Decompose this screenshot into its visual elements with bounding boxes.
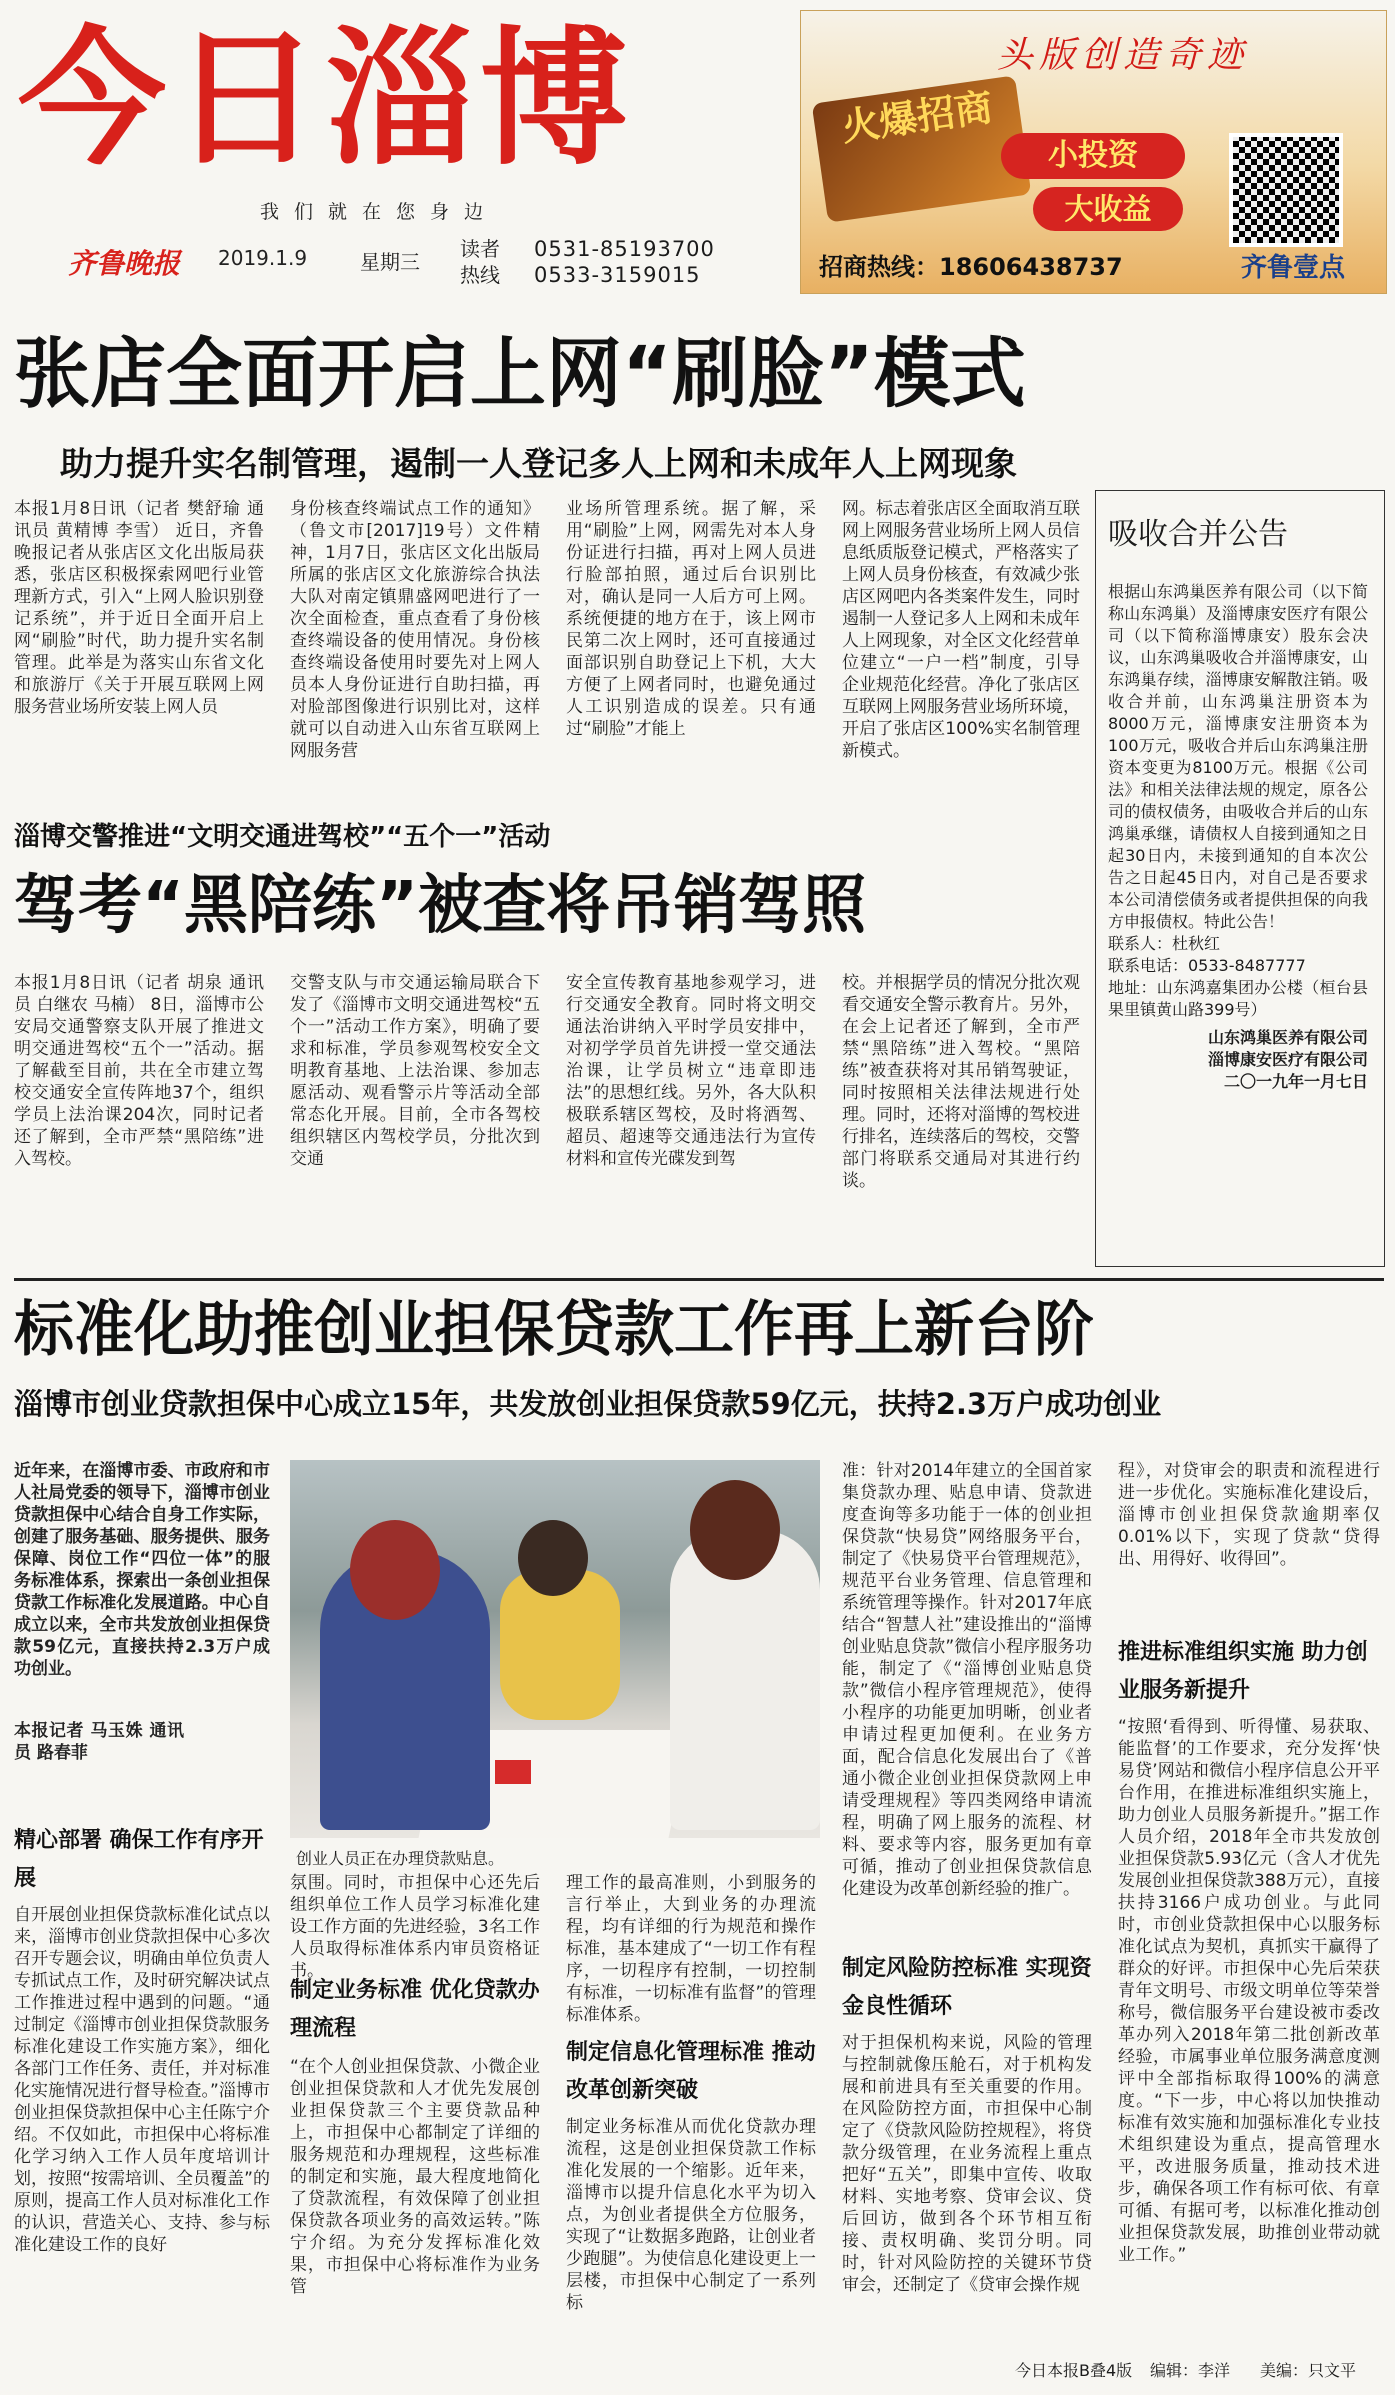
photo-head-left: [350, 1520, 440, 1620]
notice-address: 地址：山东鸿嘉集团办公楼（桓台县果里镇黄山路399号）: [1108, 978, 1368, 1019]
section-divider: [14, 1278, 1384, 1281]
notice-tel: 联系电话：0533-8487777: [1108, 956, 1306, 975]
story3-headline: 标准化助推创业担保贷款工作再上新台阶: [14, 1295, 1094, 1365]
news-photo: [290, 1460, 820, 1838]
merger-notice: [1095, 490, 1385, 1267]
story1-col3: 业场所管理系统。据了解，采用“刷脸”上网，网需先对本人身份证进行扫描，再对上网人员进行脸部拍照，通过后台识别比对，确认是同一人后方可上网。系统便捷的地方在于，该上网市民第二次上网时，还可直接通过面部识别自助登记上下机，大大方便了上网者同时，也避免通过人工识别造成的误差。只有通过“刷脸”才能上: [566, 499, 816, 739]
qr-code-icon: [1229, 133, 1343, 247]
hotline-label: 读者热线: [460, 237, 500, 287]
issue-date: 2019.1.9: [218, 246, 308, 270]
story3-heading-1: 精心部署 确保工作有序开展: [14, 1828, 264, 1891]
story3-col3b: 制定业务标准从而优化贷款办理流程，这是创业担保贷款工作标准化发展的一个缩影。近年来，淄博市以提升信息化水平为切入点，为创业者提供全方位服务，实现了“让数据多跑路，让创业者少跑腿”。为使信息化建设更上一层楼，市担保中心制定了一系列标: [566, 2117, 816, 2313]
hotline-phone-1: 0531-85193700: [534, 237, 715, 261]
photo-head-right: [690, 1480, 780, 1580]
hotline-phone-2: 0533-3159015: [534, 263, 701, 287]
notice-company-1: 山东鸿巢医养有限公司: [1207, 1028, 1368, 1047]
story3-heading-5: 推进标准组织实施 助力创业服务新提升: [1118, 1640, 1368, 1703]
story1-headline: 张店全面开启上网“刷脸”模式: [14, 329, 1026, 418]
photo-head-middle: [518, 1520, 588, 1596]
notice-company-2: 淄博康安医疗有限公司: [1207, 1050, 1368, 1069]
story3-byline: 本报记者 马玉姝 通讯员 路春菲: [14, 1721, 184, 1763]
story3-subheadline: 淄博市创业贷款担保中心成立15年，共发放创业担保贷款59亿元，扶持2.3万户成功创业: [14, 1387, 1162, 1421]
footer-editor: 编辑：李洋: [1150, 2361, 1231, 2380]
story3-col2a: 氛围。同时，市担保中心还先后组织单位工作人员学习标准化建设工作方面的先进经验，3名工作人员取得标准体系内审员资格证书。: [290, 1873, 540, 1981]
hotline-numbers: [534, 236, 715, 288]
story3-heading-4: 制定风险防控标准 实现资金良性循环: [842, 1956, 1092, 2019]
story3-col4a: 准：针对2014年建立的全国首家集贷款办理、贴息申请、贷款进度查询等多功能于一体的创业担保贷款“快易贷”网络服务平台，制定了《快易贷平台管理规范》，规范平台业务管理、信息管理和系统管理等操作。针对2017年底结合“智慧人社”建设推出的“淄博创业贴息贷款”微信小程序服务功能，制定了《“淄博创业贴息贷款”微信小程序管理规范》，使得小程序的功能更加明晰，创业者申请过程更加便利。在业务方面，配合信息化发展出台了《普通小微企业创业担保贷款网上申请受理规程》等四类网络申请流程，明确了网上服务的流程、材料、要求等内容，服务更加有章可循，推动了创业担保贷款信息化建设为改革创新经验的推广。: [842, 1461, 1092, 1899]
story1-col1: 本报1月8日讯（记者 樊舒瑜 通讯员 黄精博 李雪） 近日，齐鲁晚报记者从张店区文化出版局获悉，张店区积极探索网吧行业管理新方式，引入“上网人脸识别登记系统”，并于近日全面开启上网“刷脸”时代，助力提升实名制管理。此举是为落实山东省文化和旅游厅《关于开展互联网上网服务营业场所安装上网人员: [14, 499, 264, 717]
story2-headline: 驾考“黑陪练”被查将吊销驾照: [14, 869, 867, 943]
ad-headline: 头版创造奇迹: [997, 35, 1250, 76]
story3-col5b: “按照‘看得到、听得懂、易获取、能监督’的工作要求，充分发挥‘快易贷’网站和微信小程序信息公开平台作用，在推进标准组织实施上，助力创业人员服务新提升。”据工作人员介绍，2018年全市共发放创业担保贷款5.93亿元（含人才优先发展创业担保贷款388万元），直接扶持3166户成功创业。与此同时，市创业贷款担保中心以服务标准化试点为契机，真抓实干赢得了群众的好评。市担保中心先后荣获青年文明号、市级文明单位等荣誉称号，微信服务平台建设被市委改革办列入2018年第二批创新改革经验，市属事业单位服务满意度测评中全部指标取得100%的满意度。“下一步，中心将以加快推动标准有效实施和加强标准化专业技术组织建设为重点，提高管理水平，改进服务质量，推动技术进步，确保各项工作有标可依、有章可循、有据可考，以标准化推动创业担保贷款发展，助推创业带动就业工作。”: [1118, 1717, 1380, 2265]
notice-date: 二〇一九年一月七日: [1223, 1072, 1368, 1091]
photo-red-folder: [495, 1760, 531, 1784]
story2-col2: 交警支队与市交通运输局联合下发了《淄博市文明交通进驾校“五个一”活动工作方案》，明确了要求和标准，学员参观驾校安全文明教育基地、上法治课、参加志愿活动、观看警示片等活动全部常态化开展。目前，全市各驾校组织辖区内驾校学员，分批次到交通: [290, 973, 540, 1169]
story3-col1b: 自开展创业担保贷款标准化试点以来，淄博市创业贷款担保中心多次召开专题会议，明确由单位负责人专抓试点工作，及时研究解决试点工作推进过程中遇到的问题。“通过制定《淄博市创业担保贷款服务标准化建设工作实施方案》，细化各部门工作任务、责任，并对标准化实施情况进行督导检查。”淄博市创业担保贷款担保中心主任陈宁介绍。不仅如此，市担保中心将标准化学习纳入工作人员年度培训计划，按照“按需培训、全员覆盖”的原则，提高工作人员对标准化工作的认识，营造关心、支持、参与标准化建设工作的良好: [14, 1905, 270, 2255]
ad-pill-invest: 小投资: [1001, 133, 1185, 179]
ad-badge: 火爆招商: [812, 75, 1032, 222]
header-ad[interactable]: [800, 10, 1387, 294]
footer-page: 今日本报B叠4版: [1015, 2361, 1133, 2380]
notice-body: [1108, 581, 1368, 1093]
ad-pill-profit: 大收益: [1033, 187, 1183, 231]
story3-heading-2: 制定业务标准 优化贷款办理流程: [290, 1978, 540, 2041]
story2-col1: 本报1月8日讯（记者 胡泉 通讯员 白继农 马楠） 8日，淄博市公安局交通警察支队开展了推进文明交通进驾校“五个一”活动。据了解截至目前，共在全市建立驾校交通安全宣传阵地37个，组织学员上法治课204次，同时记者还了解到，全市严禁“黑陪练”进入驾校。: [14, 973, 264, 1169]
ad-brand-logo: 齐鲁壹点: [1241, 253, 1346, 283]
story1-subheadline: 助力提升实名制管理，遏制一人登记多人上网和未成年人上网现象: [60, 444, 1017, 483]
ad-hotline: 招商热线：18606438737: [819, 253, 1123, 281]
story2-kicker: 淄博交警推进“文明交通进驾校”“五个一”活动: [14, 822, 551, 852]
story2-col4: 校。并根据学员的情况分批次观看交通安全警示教育片。另外，在会上记者还了解到，全市严禁“黑陪练”进入驾校。“黑陪练”被查获将对其吊销驾驶证，同时按照相关法律法规进行处理。同时，还将对淄博的驾校进行排名，连续落后的驾校，交警部门将联系交通局对其进行约谈。: [842, 973, 1080, 1191]
masthead-title: 今日淄博: [18, 11, 634, 185]
issue-weekday: 星期三: [360, 250, 420, 274]
story1-col2: 身份核查终端试点工作的通知》（鲁文市[2017]19号）文件精神，1月7日，张店区文化出版局所属的张店区文化旅游综合执法大队对南定镇鼎盛网吧进行了一次全面检查，重点查看了身份核查终端设备的使用情况。身份核查终端设备使用时要先对上网人员本人身份证进行自助扫描，再对脸部图像进行识别比对，这样就可以自动进入山东省互联网上网服务营: [290, 499, 540, 761]
story3-col4b: 对于担保机构来说，风险的管理与控制就像压舱石，对于机构发展和前进具有至关重要的作用。在风险防控方面，市担保中心制定了《贷款风险防控规程》，将贷款分级管理，在业务流程上重点把好“五关”，即集中宣传、收取材料、实地考察、贷审会议、贷后回访，做到各个环节相互衔接、责权明确、奖罚分明。同时，针对风险防控的关键环节贷审会，还制定了《贷审会操作规: [842, 2033, 1092, 2295]
notice-title: 吸收合并公告: [1108, 517, 1288, 552]
notice-contact: 联系人：杜秋红: [1108, 934, 1221, 953]
story1-col4: 网。标志着张店区全面取消互联网上网服务营业场所上网人员信息纸质版登记模式，严格落实了上网人员身份核查，有效减少张店区网吧内各类案件发生，同时遏制一人登记多人上网和未成年人上网现象，对全区文化经营单位建立“一户一档”制度，引导企业规范化经营。净化了张店区互联网上网服务营业场所环境，开启了张店区100%实名制管理新模式。: [842, 499, 1080, 761]
story3-col5a: 程》，对贷审会的职责和流程进行进一步优化。实施标准化建设后，淄博市创业担保贷款逾期率仅0.01%以下，实现了贷款“贷得出、用得好、收得回”。: [1118, 1461, 1380, 1569]
paper-logo: 齐鲁晚报: [68, 247, 181, 280]
story3-col2b: “在个人创业担保贷款、小微企业创业担保贷款和人才优先发展创业担保贷款三个主要贷款品种上，市担保中心都制定了详细的服务规范和办理规程，这些标准的制定和实施，最大程度地简化了贷款流程，有效保障了创业担保贷款各项业务的高效运转。”陈宁介绍。为充分发挥标准化效果，市担保中心将标准作为业务管: [290, 2057, 540, 2297]
story2-col3: 安全宣传教育基地参观学习，进行交通安全教育。同时将文明交通法治讲纳入平时学员安排中，对初学学员首先讲授一堂交通法治课，让学员树立“违章即违法”的思想红线。另外，各大队积极联系辖区驾校，及时将酒驾、超员、超速等交通违法行为宣传材料和宣传光碟发到驾: [566, 973, 816, 1169]
footer-art-editor: 美编：只文平: [1260, 2361, 1357, 2380]
story3-heading-3: 制定信息化管理标准 推动改革创新突破: [566, 2040, 816, 2103]
story3-col3a: 理工作的最高准则，小到服务的言行举止，大到业务的办理流程，均有详细的行为规范和操作标准，基本建成了“一切工作有程序，一切程序有控制，一切控制有标准，一切标准有监督”的管理标准体系。: [566, 1873, 816, 2025]
photo-caption: 创业人员正在办理贷款贴息。: [296, 1849, 505, 1868]
notice-text: 根据山东鸿巢医养有限公司（以下简称山东鸿巢）及淄博康安医疗有限公司（以下简称淄博康安）股东会决议，山东鸿巢吸收合并淄博康安，山东鸿巢存续，淄博康安解散注销。吸收合并前，山东鸿巢注册资本为8000万元，淄博康安注册资本为100万元，吸收合并后山东鸿巢注册资本变更为8100万元。根据《公司法》和相关法律法规的规定，原各公司的债权债务，由吸收合并后的山东鸿巢承继，请债权人自接到通知之日起30日内，未接到通知的自本次公告之日起45日内，对自己是否要求本公司清偿债务或者提供担保的向我方申报债权。特此公告！: [1108, 582, 1368, 931]
masthead-slogan: 我们就在您身边: [260, 201, 499, 223]
story3-lead: 近年来，在淄博市委、市政府和市人社局党委的领导下，淄博市创业贷款担保中心结合自身工作实际，创建了服务基础、服务提供、服务保障、岗位工作“四位一体”的服务标准体系，探索出一条创业担保贷款工作标准化发展道路。中心自成立以来，全市共发放创业担保贷款59亿元，直接扶持2.3万户成功创业。: [14, 1461, 270, 1679]
